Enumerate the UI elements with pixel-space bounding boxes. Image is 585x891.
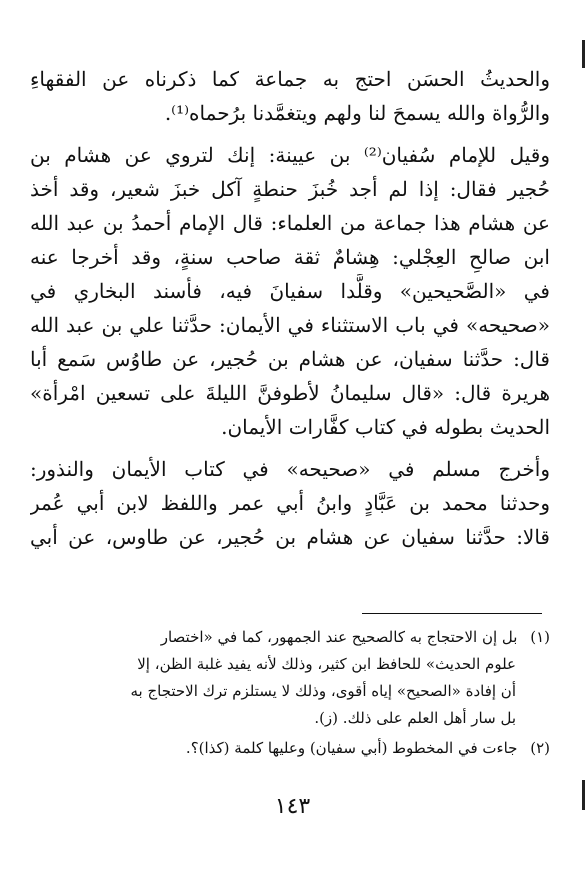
footnote-separator bbox=[362, 613, 542, 614]
text-line: ابن صالحِ العِجْلي: هِشامٌ ثقة صاحب سنةٍ، وقد أخرجا عنه bbox=[30, 245, 550, 269]
footnote-number: (١) bbox=[530, 628, 550, 646]
footnote-text: بل إن الاحتجاج به كالصحيح عند الجمهور، كما في «اختصار bbox=[160, 628, 518, 646]
text-line: حُجير فقال: إذا لم أجد خُبزَ حنطةٍ آكل خبزَ شعير، وقد أخذ bbox=[30, 177, 550, 201]
text-line: الحديث بطوله في كتاب كفَّارات الأيمان. bbox=[221, 415, 550, 439]
footnote-number: (٢) bbox=[530, 739, 550, 757]
footnote-2 bbox=[32, 735, 550, 762]
text-line: هريرة قال: «قال سليمانُ لأطوفنَّ الليلةَ على تسعين امْرأة» bbox=[30, 381, 550, 405]
paragraph-3 bbox=[30, 452, 550, 554]
text-line: والحديثُ الحسَن احتج به جماعة كما ذكرناه عن الفقهاءِ bbox=[30, 67, 550, 91]
paragraph-1 bbox=[30, 62, 550, 130]
footnote-1 bbox=[32, 624, 550, 732]
text-line: والرُّواة والله يسمحَ لنا ولهم ويتغمَّدنا برُحماه⁽¹⁾. bbox=[164, 101, 550, 125]
text-line: في «الصَّحيحين» وقلَّدا سفيانَ فيه، فأسند البخاري في bbox=[30, 279, 550, 303]
footnote-text: أن إفادة «الصحيح» إياه أقوى، وذلك لا يستلزم ترك الاحتجاج به bbox=[130, 682, 516, 700]
text-line: قال: حدَّثنا سفيان، عن هشام بن حُجير، عن طاوُس سَمع أبا bbox=[30, 347, 550, 371]
text-line: قالا: حدَّثنا سفيان عن هشام بن حُجير، عن طاوس، عن أبي bbox=[30, 525, 550, 549]
text-line: وحدثنا محمد بن عَبَّادٍ وابنُ أبي عمر واللفظ لابن أبي عُمر bbox=[30, 491, 550, 515]
text-line: «صحيحه» في باب الاستثناء في الأيمان: حدَّثنا علي بن عبد الله bbox=[30, 313, 550, 337]
footnote-text: علوم الحديث» للحافظ ابن كثير، وذلك لأنه يفيد غلبة الظن، إلا bbox=[137, 655, 516, 673]
footnote-text: بل سار أهل العلم على ذلك. (ز). bbox=[314, 709, 516, 727]
main-text bbox=[30, 62, 550, 554]
footnotes bbox=[32, 624, 550, 765]
text-line: عن هشام هذا جماعة من العلماء: قال الإمام أحمدُ بن عبد الله bbox=[30, 211, 550, 235]
page-number: ١٤٣ bbox=[274, 794, 311, 819]
text-line: وأخرج مسلم في «صحيحه» في كتاب الأيمان والنذور: bbox=[30, 457, 550, 481]
text-line: وقيل للإمام سُفيان⁽²⁾ بن عيينة: إنك لتروي عن هشام بن bbox=[30, 143, 550, 167]
footnote-text: جاءت في المخطوط (أبي سفيان) وعليها كلمة (كذا)؟. bbox=[185, 739, 518, 757]
paragraph-2 bbox=[30, 138, 550, 444]
